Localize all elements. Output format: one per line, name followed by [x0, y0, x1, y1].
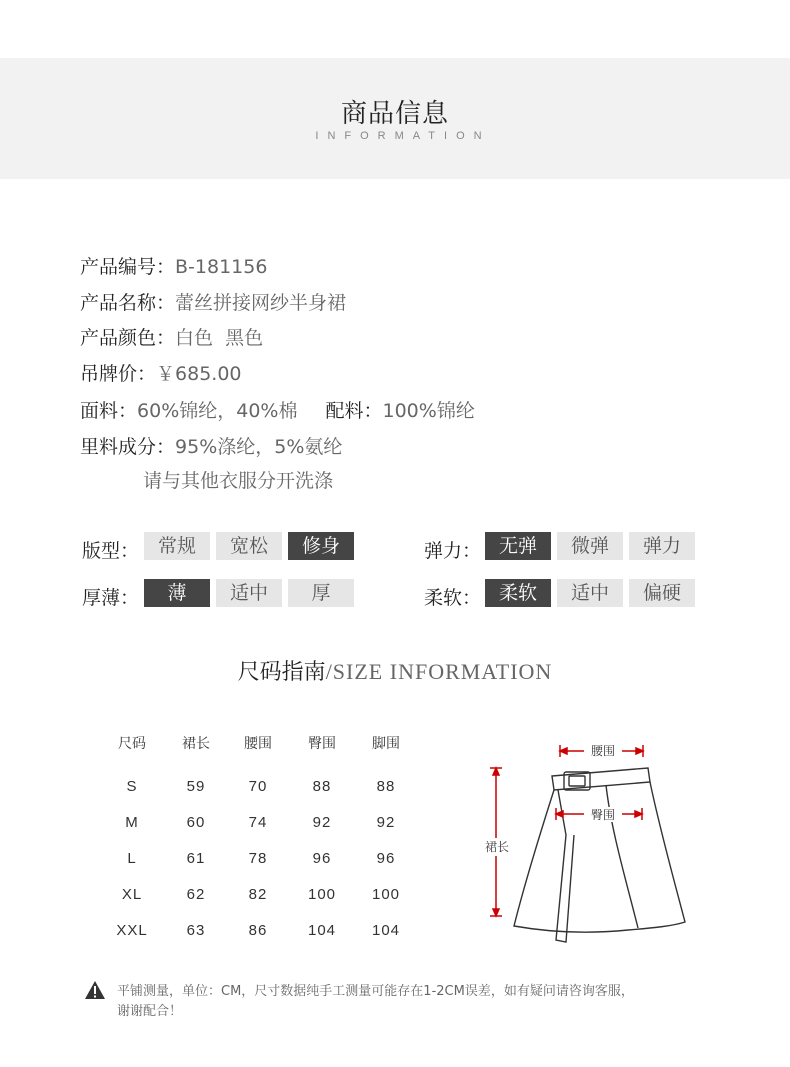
size-table-cell: 104 — [307, 922, 337, 939]
diagram-hip-label: 臀围 — [590, 808, 616, 822]
size-table-cell: 92 — [312, 814, 332, 831]
size-table-header: 臀围 — [308, 736, 336, 752]
size-table-cell: 61 — [186, 850, 206, 867]
product-name-line — [80, 288, 346, 315]
size-table-cell: 88 — [312, 778, 332, 795]
softness-option-soft: 柔软 — [485, 579, 551, 607]
product-color-line — [80, 323, 263, 350]
size-table-cell: 104 — [371, 922, 401, 939]
size-table-cell: 59 — [186, 778, 206, 795]
lining-value: 95%涤纶，5%氨纶 — [175, 436, 343, 458]
size-table-cell: 88 — [376, 778, 396, 795]
size-table-size-cell: XL — [121, 886, 143, 903]
size-guide-title — [0, 655, 790, 686]
size-table-cell: 62 — [186, 886, 206, 903]
size-table-cell: 100 — [371, 886, 401, 903]
price-value: ￥685.00 — [156, 363, 242, 385]
size-table-size-cell: M — [125, 814, 139, 831]
fabric-value: 60%锦纶，40%棉 — [137, 400, 298, 422]
fabric-line — [80, 396, 475, 423]
fit-option-slim: 修身 — [288, 532, 354, 560]
product-color-value: 白色 黑色 — [175, 327, 264, 349]
softness-option-stiff: 偏硬 — [629, 579, 695, 607]
thickness-option-thin: 薄 — [144, 579, 210, 607]
section-title: 商品信息 — [340, 99, 449, 129]
size-table-header: 裙长 — [182, 736, 210, 752]
size-table-header: 脚围 — [372, 736, 400, 752]
softness-label: 柔软： — [424, 587, 482, 609]
size-guide-title-en: /SIZE INFORMATION — [325, 659, 553, 684]
size-table-cell: 70 — [248, 778, 268, 795]
thickness-option-medium: 适中 — [216, 579, 282, 607]
product-code-label: 产品编号： — [80, 256, 176, 278]
diagram-length-label: 裙长 — [484, 840, 510, 854]
accessory-label: 配料： — [325, 400, 383, 422]
lining-label: 里料成分： — [80, 436, 176, 458]
lining-line — [80, 432, 342, 459]
size-table-cell: 60 — [186, 814, 206, 831]
fit-option-loose: 宽松 — [216, 532, 282, 560]
stretch-label: 弹力： — [424, 540, 482, 562]
measurement-note: 平铺测量，单位：CM，尺寸数据纯手工测量可能存在1-2CM误差，如有疑问请咨询客服，谢谢配合！ — [117, 984, 634, 1019]
skirt-diagram — [478, 730, 698, 970]
care-instruction: 请与其他衣服分开洗涤 — [143, 470, 334, 492]
fabric-label: 面料： — [80, 400, 138, 422]
fit-option-regular: 常规 — [144, 532, 210, 560]
product-code-value: B-181156 — [175, 256, 268, 278]
thickness-option-thick: 厚 — [288, 579, 354, 607]
thickness-label: 厚薄： — [82, 587, 140, 609]
skirt-outline — [514, 768, 685, 942]
size-table-header: 腰围 — [244, 736, 272, 752]
fit-label: 版型： — [82, 540, 140, 562]
accessory-value: 100%锦纶 — [382, 400, 475, 422]
price-line — [80, 359, 242, 386]
product-name-label: 产品名称： — [80, 292, 176, 314]
size-table-cell: 86 — [248, 922, 268, 939]
size-table-size-cell: XXL — [116, 922, 148, 939]
warning-icon — [84, 980, 106, 1000]
size-table-cell: 100 — [307, 886, 337, 903]
size-table-cell: 74 — [248, 814, 268, 831]
stretch-option-stretchy: 弹力 — [629, 532, 695, 560]
softness-option-medium: 适中 — [557, 579, 623, 607]
price-label: 吊牌价： — [80, 363, 157, 385]
size-table-cell: 96 — [376, 850, 396, 867]
stretch-option-none: 无弹 — [485, 532, 551, 560]
product-color-label: 产品颜色： — [80, 327, 176, 349]
size-table-cell: 63 — [186, 922, 206, 939]
size-table-cell: 78 — [248, 850, 268, 867]
size-table-header: 尺码 — [118, 736, 146, 752]
stretch-option-slight: 微弹 — [557, 532, 623, 560]
size-guide-title-cn: 尺码指南 — [237, 660, 326, 685]
product-name-value: 蕾丝拼接网纱半身裙 — [175, 292, 347, 314]
size-table-cell: 82 — [248, 886, 268, 903]
size-table-size-cell: L — [127, 850, 137, 867]
size-table-cell: 96 — [312, 850, 332, 867]
size-table-cell: 92 — [376, 814, 396, 831]
size-table-size-cell: S — [126, 778, 138, 795]
diagram-waist-label: 腰围 — [590, 744, 616, 758]
product-code-line — [80, 252, 267, 279]
section-subtitle: INFORMATION — [315, 130, 491, 142]
